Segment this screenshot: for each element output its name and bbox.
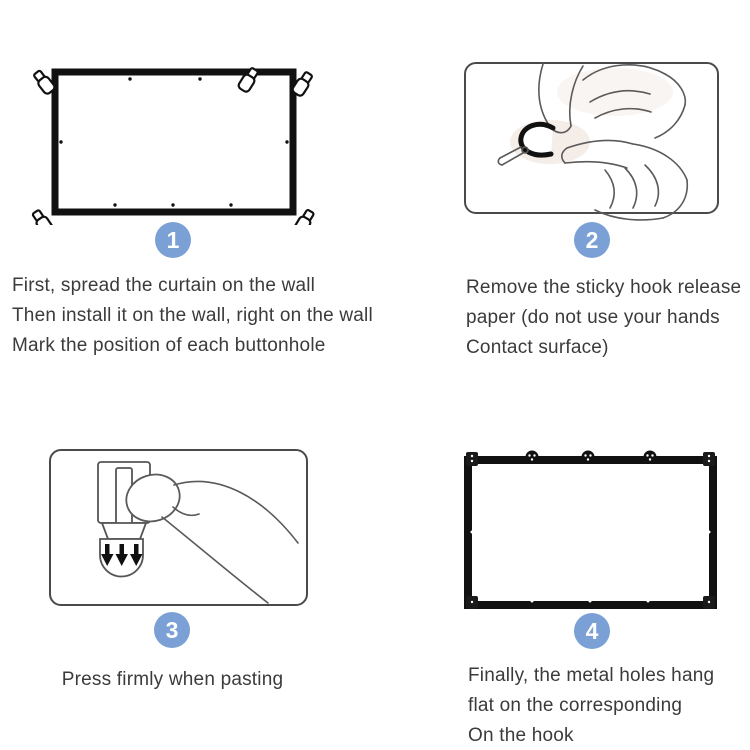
step-1-number: 1	[166, 226, 180, 253]
finger-pressing-adhesive-hook-icon	[40, 445, 315, 615]
step-3-number-badge	[154, 612, 190, 648]
step-3-text	[0, 665, 345, 695]
step-3-number: 3	[165, 616, 179, 643]
step-2-line-2: paper (do not use your hands	[466, 307, 720, 328]
step-1-line-2: Then install it on the wall, right on the wall	[12, 305, 373, 326]
step-1-text	[12, 271, 373, 361]
step-2-number: 2	[585, 226, 599, 253]
step-2-line-3: Contact surface)	[466, 337, 609, 358]
step-4-number-badge	[574, 613, 610, 649]
step-2-text	[466, 273, 741, 363]
step-4-line-1: Finally, the metal holes hang	[468, 665, 715, 686]
screen-frame-with-corner-hooks-icon	[30, 50, 320, 225]
step-4-line-3: On the hook	[468, 725, 574, 746]
step-1-line-3: Mark the position of each buttonhole	[12, 335, 326, 356]
step-4-text	[468, 661, 714, 750]
step-2-number-badge	[574, 222, 610, 258]
step-4-line-2: flat on the corresponding	[468, 695, 683, 716]
screen-hanging-on-hooks-icon	[455, 450, 730, 615]
step-3-line-1: Press firmly when pasting	[61, 669, 284, 690]
step-2-line-1: Remove the sticky hook release	[466, 277, 742, 298]
step-1-number-badge	[155, 222, 191, 258]
step-1-line-1: First, spread the curtain on the wall	[12, 275, 316, 296]
step-4-number: 4	[585, 617, 599, 644]
hands-peeling-hook-release-paper-icon	[455, 50, 730, 225]
